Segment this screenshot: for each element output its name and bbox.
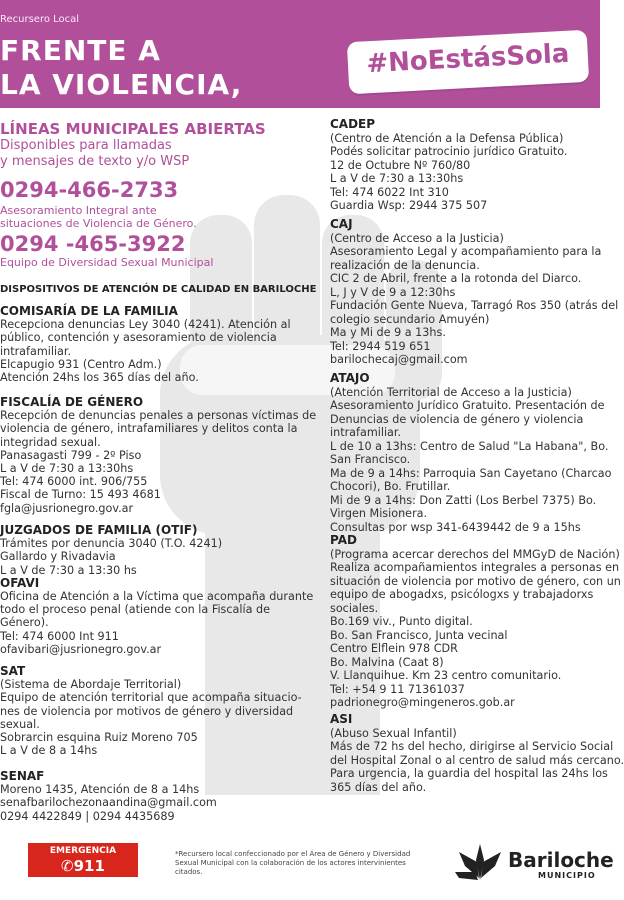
block-line: Denuncias de violencia de género y violencia xyxy=(330,412,584,426)
block-line: Trámites por denuncia 3040 (T.O. 4241) xyxy=(0,537,223,551)
footnote: *Recursero local confeccionado por el Área de Género y Diversidad Sexual Municipal con la colaboración de los actores intervinientes citados. xyxy=(175,850,411,876)
phone-2-description: Equipo de Diversidad Sexual Municipal xyxy=(0,256,214,269)
block-line: Realiza acompañamientos integrales a personas en xyxy=(330,561,620,574)
block-line: Asesoramiento Legal y acompañamiento para la xyxy=(330,245,602,258)
block-line: intrafamiliar. xyxy=(330,426,402,439)
block-line: Tel: 2944 519 651 xyxy=(330,339,431,353)
block-comisaria xyxy=(0,305,291,384)
phone-link[interactable]: 0294 4422849 | 0294 4435689 xyxy=(0,809,175,823)
logo-name: Bariloche xyxy=(508,848,614,872)
block-line: (Centro de Acceso a la Justicia) xyxy=(330,231,504,245)
block-title: ATAJO xyxy=(330,371,370,385)
block-line: Podés solicitar patrocinio jurídico Gratuito. xyxy=(330,145,568,158)
lines-subtitle xyxy=(0,138,189,170)
block-line: Para urgencia, la guardia del hospital las 24hs los xyxy=(330,767,608,780)
lines-subtitle-1: Disponibles para llamadas xyxy=(0,138,172,153)
block-line: 365 días del año. xyxy=(330,780,427,794)
block-pad xyxy=(330,534,621,710)
emergency-button[interactable] xyxy=(28,843,138,877)
block-line: Chocori), Bo. Frutillar. xyxy=(330,480,451,493)
phone-1-desc-2: situaciones de Violencia de Género. xyxy=(0,217,197,230)
block-line: Ma y Mi de 9 a 13hs. xyxy=(330,326,446,339)
block-line: Recepción de denuncias penales a personas víctimas de xyxy=(0,409,317,423)
block-line: Bo.169 viv., Punto digital. xyxy=(330,615,473,628)
block-line: (Sistema de Abordaje Territorial) xyxy=(0,678,182,692)
lines-subtitle-2: y mensajes de texto y/o WSP xyxy=(0,154,190,169)
block-line: CIC 2 de Abril, frente a la rotonda del Diarco. xyxy=(330,272,582,285)
supertitle: Recursero Local xyxy=(0,14,80,25)
block-line: Panasagasti 799 - 2º Piso xyxy=(0,448,142,462)
block-line: del Hospital Zonal o al centro de salud más cercano. xyxy=(330,753,624,767)
block-line: Bo. San Francisco, Junta vecinal xyxy=(330,628,508,642)
block-line: Más de 72 hs del hecho, dirigirse al Servicio Social xyxy=(330,740,614,753)
block-line: Tel: 474 6000 int. 906/755 xyxy=(0,475,148,489)
block-atajo xyxy=(330,372,611,534)
block-title: FISCALÍA DE GÉNERO xyxy=(0,395,144,409)
block-asi xyxy=(330,713,624,794)
emergency-number xyxy=(28,857,138,875)
block-line: violencia de género, intrafamiliares y delitos conta la xyxy=(0,422,298,436)
block-line: situación de violencia por motivo de género, con un xyxy=(330,574,621,588)
bariloche-logo-icon xyxy=(455,842,505,882)
block-line: Género). xyxy=(0,616,49,630)
block-line: Asesoramiento Jurídico Gratuito. Presentación de xyxy=(330,399,605,412)
block-line: integridad sexual. xyxy=(0,435,101,449)
block-line: Guardia Wsp: 2944 375 507 xyxy=(330,199,488,212)
block-line: L a V de 7:30 a 13:30hs xyxy=(0,462,134,476)
block-line: Oficina de Atención a la Víctima que acompaña durante xyxy=(0,590,314,604)
block-title: JUZGADOS DE FAMILIA (OTIF) xyxy=(0,523,198,537)
phone-1-description xyxy=(0,204,197,230)
email-link[interactable]: fgla@jusrionegro.gov.ar xyxy=(0,501,134,515)
block-title: ASI xyxy=(330,712,353,726)
hashtag-text: #NoEstásSola xyxy=(365,38,571,80)
hashtag-badge xyxy=(347,30,589,94)
block-line: L, J y V de 9 a 12:30hs xyxy=(330,285,456,299)
phone-icon: ✆ xyxy=(61,857,74,875)
block-line: sexual. xyxy=(0,717,40,731)
block-fiscalia xyxy=(0,396,316,515)
header-banner xyxy=(0,0,600,108)
block-line: 12 de Octubre Nº 760/80 xyxy=(330,158,471,172)
block-title: COMISARÍA DE LA FAMILIA xyxy=(0,304,178,318)
block-line: L a V de 8 a 14hs xyxy=(0,744,98,758)
block-line: (Centro de Atención a la Defensa Pública) xyxy=(330,131,564,145)
block-sat xyxy=(0,665,302,757)
block-line: intrafamiliar. xyxy=(0,344,72,358)
block-caj xyxy=(330,218,618,367)
block-line: Equipo de atención territorial que acompaña situacio- xyxy=(0,691,302,705)
block-line: Tel: 474 6000 Int 911 xyxy=(0,629,119,643)
block-line: Atención 24hs los 365 días del año. xyxy=(0,371,199,385)
block-line: público, contención y asesoramiento de violencia xyxy=(0,331,277,345)
phone-1-desc-1: Asesoramiento Integral ante xyxy=(0,204,157,217)
devices-title: DISPOSITIVOS DE ATENCIÓN DE CALIDAD EN BARILOCHE xyxy=(0,284,317,295)
block-senaf xyxy=(0,770,217,823)
block-line: Fiscal de Turno: 15 493 4681 xyxy=(0,488,161,502)
email-link[interactable]: padrionegro@mingeneros.gob.ar xyxy=(330,696,515,709)
block-line: Consultas por wsp 341-6439442 de 9 a 15hs xyxy=(330,520,581,534)
block-title: SENAF xyxy=(0,769,45,783)
emergency-label: EMERGENCIA xyxy=(49,846,117,856)
lines-title: LÍNEAS MUNICIPALES ABIERTAS xyxy=(0,120,266,138)
email-link[interactable]: senafbarilochezonaandina@gmail.com xyxy=(0,796,217,810)
block-line: nes de violencia por motivos de género y diversidad xyxy=(0,704,294,718)
block-line: equipo de abogadxs, psicólogxs y trabajadorxs xyxy=(330,588,594,601)
block-line: Elcapugio 931 (Centro Adm.) xyxy=(0,357,162,371)
block-line: Moreno 1435, Atención de 8 a 14hs xyxy=(0,783,200,797)
phone-2[interactable]: 0294 -465-3922 xyxy=(0,232,186,256)
email-link[interactable]: barilochecaj@gmail.com xyxy=(330,353,468,366)
block-line: Virgen Misionera. xyxy=(330,507,428,520)
title-line-2: LA VIOLENCIA, xyxy=(0,68,243,101)
phone-link[interactable]: Tel: +54 9 11 71361037 xyxy=(330,682,465,696)
block-title: SAT xyxy=(0,664,26,678)
block-line: Tel: 474 6022 Int 310 xyxy=(330,185,449,199)
block-line: Recepciona denuncias Ley 3040 (4241). Atención al xyxy=(0,318,291,332)
block-title: OFAVI xyxy=(0,575,40,590)
title-line-1: FRENTE A xyxy=(0,34,161,67)
block-line: Ma de 9 a 14hs: Parroquia San Cayetano (Charcao xyxy=(330,466,612,480)
block-line: todo el proceso penal (atiende con la Fiscalía de xyxy=(0,603,271,617)
phone-1[interactable]: 0294-466-2733 xyxy=(0,178,179,202)
block-line: (Programa acercar derechos del MMGyD de Nación) xyxy=(330,547,620,561)
block-line: Sobrarcin esquina Ruiz Moreno 705 xyxy=(0,731,198,745)
block-line: colegio secundario Amuyén) xyxy=(330,312,490,326)
block-title: PAD xyxy=(330,533,357,547)
block-line: Mi de 9 a 14hs: Don Zatti (Los Berbel 7375) Bo. xyxy=(330,493,597,507)
block-line: Centro Elflein 978 CDR xyxy=(330,642,458,655)
block-line: L de 10 a 13hs: Centro de Salud "La Habana", Bo. xyxy=(330,439,609,453)
block-title: CAJ xyxy=(330,217,353,231)
block-line: Fundación Gente Nueva, Tarragó Ros 350 (atrás del xyxy=(330,299,619,312)
block-line: (Abuso Sexual Infantil) xyxy=(330,726,457,740)
block-cadep xyxy=(330,118,567,213)
block-line: sociales. xyxy=(330,601,379,615)
block-line: San Francisco. xyxy=(330,453,411,466)
block-line: Bo. Malvina (Caat 8) xyxy=(330,655,444,669)
block-line: L a V de 7:30 a 13:30hs xyxy=(330,172,464,185)
block-juzgados xyxy=(0,524,313,656)
emergency-number-text: 911 xyxy=(73,857,105,875)
logo-subtitle: MUNICIPIO xyxy=(538,871,596,880)
block-line: L a V de 7:30 a 13:30 hs xyxy=(0,563,137,577)
block-line: realización de la denuncia. xyxy=(330,258,480,272)
email-link[interactable]: ofavibari@jusrionegro.gov.ar xyxy=(0,642,162,656)
block-title: CADEP xyxy=(330,117,376,131)
block-line: (Atención Territorial de Acceso a la Justicia) xyxy=(330,385,572,399)
block-line: Gallardo y Rivadavia xyxy=(0,550,116,564)
block-line: V. Llanquihue. Km 23 centro comunitario. xyxy=(330,669,562,682)
